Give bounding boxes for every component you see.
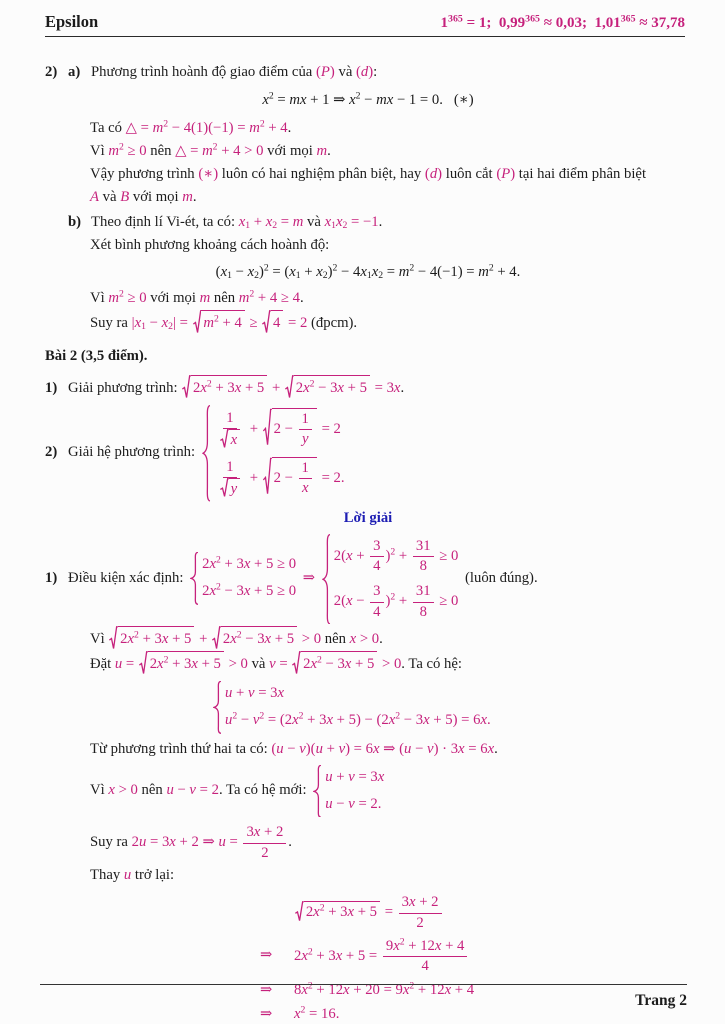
text-run: Ta có: [90, 120, 126, 136]
fraction-denominator: [216, 429, 244, 449]
fraction-denominator: 4: [373, 557, 381, 574]
radical-icon: [193, 310, 202, 335]
implies-arrow: ⇒: [260, 981, 273, 998]
item-label: 1): [45, 380, 58, 396]
header-formula-math: $1^{365} = 1$; $0,99^{365} \approx 0,03$; $1,01^{365} \approx 37,78$: [440, 13, 685, 31]
text-run: .: [287, 120, 292, 136]
system-row: u + v = 3x: [325, 768, 385, 785]
second-equation-line: [45, 738, 691, 761]
text-run: .: [299, 290, 304, 306]
text-run: Phương trình hoành độ giao điểm của: [91, 64, 316, 80]
system-rows: [202, 552, 296, 605]
radical-icon: [139, 651, 148, 676]
fraction-denominator: 4: [373, 603, 381, 620]
text-run: và: [303, 214, 325, 230]
equation-system: [190, 552, 296, 605]
fraction: [243, 823, 286, 862]
new-system-line: [45, 763, 691, 820]
item-label: a): [68, 64, 81, 80]
document-body: [0, 61, 725, 1024]
math-expression: ⇒: [299, 569, 319, 586]
square-root: $m^2 + 4$: [193, 310, 245, 335]
conclusion-line-1: [45, 163, 691, 186]
equation-system: [213, 681, 491, 734]
math-expression: m: [316, 143, 328, 159]
radical-icon: [109, 626, 118, 651]
text-run: Lời giải: [343, 509, 393, 526]
fraction-denominator: 2: [416, 914, 424, 931]
radical-icon: [292, 651, 301, 676]
math-expression: A: [90, 189, 99, 205]
solution-heading: [45, 507, 691, 530]
item-label: 2): [45, 64, 58, 80]
text-run: nên: [146, 143, 176, 159]
text-run: Bài 2 (3,5 điểm).: [45, 348, 148, 364]
text-run: và: [247, 656, 270, 672]
fraction-numerator: $9x^2 + 12x + 4$: [383, 937, 468, 957]
text-run: tại hai điểm phân biệt: [515, 166, 647, 182]
square-root: y: [220, 478, 240, 498]
header-rule: [45, 12, 685, 37]
conclusion-line-2: [45, 186, 691, 209]
text-run: :: [373, 64, 378, 80]
math-expression: $2x^2 + 3x + 5$ + $2x^2 - 3x + 5 = 3x$: [181, 375, 400, 400]
square-root: $2x^2 + 3x + 5$: [295, 901, 380, 923]
system-row: $2x^2 - 3x + 5 \ge 0$: [202, 581, 297, 600]
text-run: Vì: [90, 782, 109, 799]
math-expression: $2x^2 + 3x + 5$ + $2x^2 - 3x + 5 > 0$: [108, 626, 321, 651]
radical-icon: [220, 429, 229, 449]
math-expression: $(x_1 - x_2)^2 = (x_1 + x_2)^2 - 4x_1x_2 = m^2 - 4(-1) = m^2 + 4$.: [215, 262, 521, 282]
square-root: $2x^2 + 3x + 5$: [182, 375, 267, 400]
fraction-numerator: 1: [299, 459, 312, 479]
fraction-numerator: 31: [413, 582, 434, 602]
fraction-numerator: 3: [370, 582, 383, 602]
page-number: Trang 2: [635, 992, 687, 1009]
radical-icon: [182, 375, 191, 400]
system-row: $\frac{1}{y}$ + 2 − $\frac{1}{x}$ = 2.: [214, 457, 345, 499]
math-expression: (d): [424, 166, 443, 182]
brace-icon: [313, 765, 322, 818]
text-run: .: [192, 189, 197, 205]
radical-icon: [220, 478, 229, 498]
fraction-denominator: 8: [419, 603, 427, 620]
fraction: [383, 937, 468, 976]
system-row: 2(x + $\frac{3}{4}$ )$^2$ + $\frac{31}{8}$ ≥ 0: [333, 537, 459, 574]
implies-arrow: ⇒: [260, 947, 273, 964]
squared-distance-intro: [45, 234, 691, 257]
substitute-back-line: [45, 864, 691, 887]
fraction: [413, 582, 434, 621]
fraction: [299, 459, 312, 498]
radical-icon: [295, 901, 304, 923]
text-run: Giải hệ phương trình:: [68, 444, 199, 461]
radical-icon: [263, 457, 272, 498]
math-expression: (P): [316, 64, 335, 80]
text-run: Vì: [90, 631, 109, 647]
math-expression: x > 0: [349, 631, 380, 647]
text-run: . Ta có hệ mới:: [218, 782, 311, 799]
radical-icon: [263, 408, 272, 449]
square-root: $2x^2 + 3x + 5$: [109, 626, 194, 651]
implies-arrow: ⇒: [260, 1006, 273, 1023]
fraction-denominator: 8: [419, 557, 427, 574]
text-run: nên: [137, 782, 167, 799]
text-run: Xét bình phương khoảng cách hoành độ:: [90, 237, 330, 253]
math-expression: B: [120, 189, 130, 205]
fraction-denominator: 4: [421, 958, 429, 975]
fraction-numerator: 1: [223, 458, 236, 478]
system-rows: [214, 405, 345, 502]
text-run: Suy ra: [90, 315, 132, 331]
brace-icon: [322, 534, 331, 625]
fraction: [299, 410, 312, 449]
brace-icon: [213, 681, 222, 734]
fraction: [216, 458, 244, 499]
fraction-numerator: 31: [413, 537, 434, 557]
fraction: [216, 409, 244, 450]
text-run: Điều kiện xác định:: [68, 569, 188, 586]
math-expression: (u − v)(u + v) = 6x ⇒ (u − v) · 3x = 6x: [271, 740, 495, 757]
math-expression: m: [199, 290, 211, 306]
text-run: với mọi: [146, 290, 200, 306]
bai2-heading: [45, 345, 691, 368]
derivation-step: [294, 937, 469, 976]
math-expression: $x^2$ = mx + 1 ⇒ $x^2$ − mx − 1 = 0. (∗): [262, 90, 474, 108]
square-root: 2 − $\frac{1}{x}$: [263, 457, 317, 498]
item-label: b): [68, 214, 82, 230]
math-expression: $2x^2 + 3x + 5$ = $\frac{3x + 2}{2}$: [294, 904, 444, 920]
text-run: Giải phương trình:: [68, 380, 182, 396]
math-expression: $m^2 \ge 0$: [108, 141, 147, 159]
math-expression: $x^2 = 16$.: [294, 1005, 340, 1023]
math-expression: $|x_1 - x_2|$ = $m^2 + 4$ ≥ 4 = 2: [132, 310, 308, 335]
radical-icon: [212, 626, 221, 651]
square-root: $2x^2 - 3x + 5$: [212, 626, 297, 651]
text-run: Suy ra: [90, 833, 132, 850]
math-expression: (P): [496, 166, 516, 182]
domain-condition-line: [45, 532, 691, 627]
square-root: 4: [262, 310, 283, 335]
x-positive-line: [45, 626, 691, 651]
brand-title: Epsilon: [45, 12, 99, 31]
text-run: .: [400, 380, 405, 396]
square-root: 2 − $\frac{1}{y}$: [263, 408, 317, 449]
fraction-denominator: y: [301, 431, 309, 448]
square-root: $2x^2 - 3x + 5$: [285, 375, 370, 400]
page-header: [0, 0, 725, 37]
text-run: . Ta có hệ:: [401, 656, 462, 672]
dpcm-line: [45, 310, 691, 335]
problem-2a-intro: [45, 61, 691, 84]
delta-line: [45, 117, 691, 140]
math-expression: △ = $m^2 - 4(1)(-1) = m^2 + 4$: [125, 118, 288, 136]
item-label: 1): [45, 569, 58, 586]
solve-u-line: [45, 821, 691, 864]
fraction-denominator: 2: [261, 844, 269, 861]
text-run: Đặt: [90, 656, 115, 672]
math-expression: $m^2 + 4 \ge 4$: [238, 288, 300, 306]
bai2-problem-1: [45, 375, 691, 400]
text-run: luôn có hai nghiệm phân biệt, hay: [218, 166, 425, 182]
text-run: (luôn đúng).: [461, 569, 538, 586]
math-expression: △ = $m^2 + 4 > 0$: [175, 141, 264, 159]
brace-icon: [202, 405, 211, 502]
text-run: .: [288, 833, 292, 850]
item-label: 2): [45, 444, 58, 461]
text-run: Vì: [90, 290, 109, 306]
text-run: với mọi: [263, 143, 317, 159]
system-row: $\frac{1}{x}$ + 2 − $\frac{1}{y}$ = 2: [214, 408, 341, 450]
math-expression: 2u = 3x + 2 ⇒ u = $\frac{3x + 2}{2}$: [132, 823, 289, 862]
text-run: Vậy phương trình: [90, 166, 199, 182]
math-expression: $8x^2 + 12x + 20 = 9x^2 + 12x + 4$: [294, 980, 475, 998]
fraction: [370, 582, 383, 621]
fraction-denominator: [216, 478, 244, 498]
fraction-numerator: 1: [299, 410, 312, 430]
text-run: Thay: [90, 867, 124, 884]
system-rows: [334, 534, 459, 625]
math-expression: u = $2x^2 + 3x + 5 > 0$: [115, 651, 248, 676]
system-row: $u^2 - v^2 = (2x^2 + 3x + 5) - (2x^2 - 3x + 5) = 6x$.: [225, 710, 491, 728]
derivation-step: [294, 893, 444, 932]
square-root: $2x^2 + 3x + 5$: [139, 651, 224, 676]
fraction-numerator: 3x + 2: [243, 823, 286, 843]
math-expression: m: [182, 189, 193, 205]
fraction: [413, 537, 434, 576]
header-formula: [441, 15, 685, 32]
problem-2b-viet: [45, 211, 691, 234]
equation-system: [313, 765, 384, 818]
squared-distance-equation: [45, 261, 691, 284]
math-expression: (d): [356, 64, 374, 80]
text-run: .: [379, 631, 383, 647]
text-run: và: [98, 189, 121, 205]
math-expression: $m^2 \ge 0$: [108, 288, 147, 306]
radical-icon: [285, 375, 294, 400]
system-rows: [225, 681, 491, 734]
fraction: [399, 893, 442, 932]
math-expression: (∗): [198, 166, 219, 182]
text-run: nên: [210, 290, 239, 306]
text-run: nên: [321, 631, 350, 647]
system-row: u + v = 3x: [225, 685, 285, 701]
fraction-numerator: 1: [223, 409, 236, 429]
square-root: x: [220, 429, 240, 449]
text-run: Từ phương trình thứ hai ta có:: [90, 740, 272, 757]
system-rows: [325, 765, 384, 818]
fraction-numerator: 3: [370, 537, 383, 557]
equation-system: [202, 405, 345, 502]
page-footer: [40, 980, 687, 1010]
text-run: với mọi: [129, 189, 183, 205]
text-run: (đpcm).: [307, 315, 358, 331]
system-row: 2(x − $\frac{3}{4}$ )$^2$ + $\frac{31}{8}$ ≥ 0: [333, 583, 459, 620]
brace-icon: [190, 552, 199, 605]
text-run: trở lại:: [131, 867, 175, 884]
equation-system: [322, 534, 459, 625]
text-run: Vì: [90, 143, 109, 159]
text-run: .: [378, 214, 383, 230]
radical-icon: [262, 310, 271, 335]
fraction-denominator: x: [301, 480, 309, 497]
math-expression: $x_1 + x_2 = m$: [238, 214, 304, 232]
system-row: $2x^2 + 3x + 5 \ge 0$: [202, 555, 297, 573]
uv-system: [45, 679, 691, 736]
text-run: .: [494, 740, 498, 757]
math-expression: $2x^2 + 3x + 5$ = $\frac{9x^2 + 12x + 4}{4}$: [294, 948, 469, 964]
bai2-problem-2: [45, 403, 691, 504]
text-run: .: [327, 143, 331, 159]
delta-positive-line: [45, 140, 691, 163]
text-run: và: [334, 64, 357, 80]
math-expression: u: [123, 867, 132, 884]
equation-star: [45, 89, 691, 112]
math-expression: x > 0: [108, 782, 138, 799]
text-run: Theo định lí Vi-ét, ta có:: [91, 214, 239, 230]
fraction: [370, 537, 383, 576]
fraction-numerator: 3x + 2: [399, 893, 442, 913]
m2-ge-4-line: [45, 287, 691, 310]
math-expression: v = $2x^2 - 3x + 5 > 0$: [269, 651, 401, 676]
text-run: luôn cắt: [442, 166, 497, 182]
substitution-line: [45, 651, 691, 676]
math-expression: u − v = 2: [166, 782, 219, 799]
square-root: $2x^2 - 3x + 5$: [292, 651, 377, 676]
math-expression: $x_1x_2 = -1$: [324, 214, 379, 232]
system-row: u − v = 2.: [325, 795, 382, 812]
